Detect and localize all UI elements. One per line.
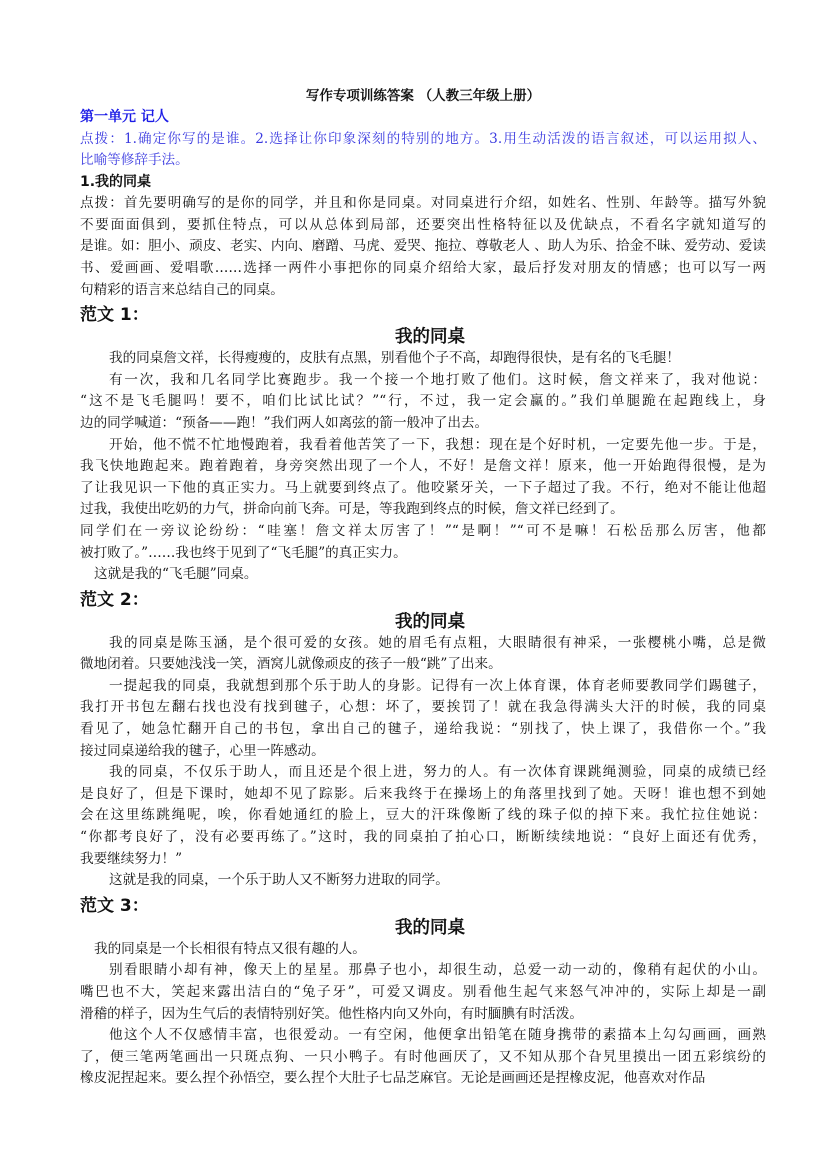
text-line: “你都考良好了，没有必要再练了。”这时，我的同桌拍了拍心口，断断续续地说：“良好上面还有优秀，: [80, 829, 766, 846]
document-title: 写作专项训练答案 （人教三年级上册）: [305, 88, 541, 104]
text-line: 微地闭着。只要她浅浅一笑，酒窝儿就像顽皮的孩子一般“跳”了出来。: [80, 656, 502, 673]
text-line: 有一次，我和几名同学比赛跑步。我一个接一个地打败了他们。这时候，詹文祥来了，我对他说：: [109, 371, 766, 388]
paragraph: [80, 870, 766, 892]
text-line: 开始，他不慌不忙地慢跑着，我看着他苦笑了一下，我想：现在是个好时机，一定要先他一步。于是，: [109, 436, 766, 453]
sample-essay: [80, 589, 766, 892]
text-line: 书、爱画画、爱唱歌……选择一两件小事把你的同桌介绍给大家，最后抒发对朋友的情感；也可以写一两: [80, 259, 766, 276]
text-line: 我的同桌是陈玉涵，是个很可爱的女孩。她的眉毛有点粗，大眼睛很有神采，一张樱桃小嘴，总是微: [109, 634, 766, 651]
text-line: 比喻等修辞手法。: [80, 152, 189, 169]
paragraph: [80, 521, 766, 564]
text-line: 点拨：1.确定你写的是谁。2.选择让你印象深刻的特别的地方。3.用生动活泼的语言叙述，可以运用拟人、: [80, 130, 766, 147]
sample-label: 范文 3：: [80, 895, 149, 916]
text-line: 同学们在一旁议论纷纷：“哇塞！詹文祥太厉害了！”“是啊！”“可不是嘛！石松岳那么厉害，他都: [80, 522, 766, 539]
sample-essay: [80, 304, 766, 586]
unit-heading: 第一单元 记人: [80, 109, 169, 125]
paragraph: [80, 633, 766, 676]
sample-label: 范文 2：: [80, 589, 149, 610]
text-line: 会在这里练跳绳呢，唉，你看她通红的脸上，豆大的汗珠像断了线的珠子似的掉下来。我忙拉住她说：: [80, 807, 766, 824]
text-line: 他这个人不仅感情丰富，也很爱动。一有空闲，他便拿出铅笔在随身携带的素描本上勾勾画画，画熟: [109, 1027, 766, 1044]
text-line: 被打败了。”……我也终于见到了“飞毛腿”的真正实力。: [80, 544, 407, 561]
text-line: 不要面面俱到，要抓住特点，可以从总体到局部，还要突出性格特征以及优缺点，不看名字就知道写的: [80, 216, 766, 233]
sample-label: 范文 1：: [80, 305, 149, 326]
text-line: 我飞快地跑起来。跑着跑着，身旁突然出现了一个人，不好！是詹文祥！原来，他一开始跑得很慢，是为: [80, 458, 766, 475]
paragraph: [80, 564, 766, 586]
text-line: 别看眼睛小却有神，像天上的星星。那鼻子也小，却很生动，总爱一动一动的，像稍有起伏的小山。: [109, 962, 766, 979]
text-line: 是谁。如：胆小、顽皮、老实、内向、磨蹭、马虎、爱哭、拖拉、尊敬老人 、助人为乐、拾金不昧、爱劳动、爱读: [80, 238, 766, 255]
sample-essay: [80, 895, 766, 1090]
section-tip: [80, 193, 766, 301]
text-line: 一提起我的同桌，我就想到那个乐于助人的身影。记得有一次上体育课，体育老师要教同学们踢毽子，: [109, 677, 766, 694]
essay-title: 我的同桌: [395, 917, 465, 938]
paragraph: [80, 762, 766, 870]
text-line: 我要继续努力！”: [80, 850, 183, 867]
paragraph: [80, 939, 766, 961]
text-line: 句精彩的语言来总结自己的同桌。: [80, 281, 284, 298]
text-line: “这不是飞毛腿吗！要不，咱们比试比试？”“行，不过，我一定会赢的。”我们单腿跪在起跑线上，身: [80, 393, 766, 410]
text-line: 我的同桌是一个长相很有特点又很有趣的人。: [94, 940, 366, 957]
text-line: 嘴巴也不大，笑起来露出洁白的“兔子牙”，可爱又调皮。别看他生起气来怒气冲冲的，实际上却是一副: [80, 984, 766, 1000]
text-line: 这就是我的同桌，一个乐于助人又不断努力进取的同学。: [109, 872, 449, 889]
text-line: 看见了，她急忙翻开自己的书包，拿出自己的毽子，递给我说：“别找了，快上课了，我借你一个。”我: [80, 721, 766, 738]
paragraph: [80, 435, 766, 521]
unit-tip: [80, 129, 766, 172]
text-line: 橡皮泥捏起来。要么捏个孙悟空，要么捏个大肚子七品芝麻官。无论是画画还是捏橡皮泥，他喜欢对作品: [80, 1070, 706, 1087]
paragraph: [80, 370, 766, 435]
text-line: 过我，我使出吃奶的力气，拼命向前飞奔。可是，等我跑到终点的时候，詹文祥已经到了。: [80, 501, 624, 518]
essay-title: 我的同桌: [395, 327, 465, 348]
text-line: 滑稽的样子，因为生气后的表情特别好笑。他性格内向又外向，有时腼腆有时活泼。: [80, 1005, 583, 1022]
paragraph: [80, 348, 766, 370]
text-line: 是良好了，但是下课时，她却不见了踪影。后来我终于在操场上的角落里找到了她。天呀！谁也想不到她: [80, 785, 766, 802]
text-line: 我打开书包左翻右找也没有找到毽子，心想：坏了，要挨罚了！就在我急得满头大汗的时候，我的同桌: [80, 699, 766, 716]
document-page: [80, 86, 766, 1090]
text-line: 我的同桌詹文祥，长得瘦瘦的，皮肤有点黑，别看他个子不高，却跑得很快，是有名的飞毛腿！: [109, 350, 680, 367]
sample-essays: [80, 304, 766, 1090]
section-heading: 1.我的同桌: [80, 173, 152, 190]
text-line: 这就是我的“飞毛腿”同桌。: [94, 566, 258, 583]
paragraph: [80, 676, 766, 762]
text-line: 了，便三笔两笔画出一只斑点狗、一只小鸭子。有时他画厌了，又不知从那个旮旯里摸出一团五彩缤纷的: [80, 1048, 766, 1065]
text-line: 点拨：首先要明确写的是你的同学，并且和你是同桌。对同桌进行介绍，如姓名、性别、年龄等。描写外貌: [80, 195, 766, 212]
text-line: 我的同桌，不仅乐于助人，而且还是个很上进，努力的人。有一次体育课跳绳测验，同桌的成绩已经: [109, 764, 766, 781]
text-line: 边的同学喊道：“预备——跑！”我们两人如离弦的箭一般冲了出去。: [80, 414, 489, 431]
essay-title: 我的同桌: [395, 611, 465, 632]
text-line: 了让我见识一下他的真正实力。马上就要到终点了。他咬紧牙关，一下子超过了我。不行，绝对不能让他超: [80, 479, 766, 496]
text-line: 接过同桌递给我的毽子，心里一阵感动。: [80, 742, 325, 759]
paragraph: [80, 960, 766, 1025]
paragraph: [80, 1025, 766, 1090]
